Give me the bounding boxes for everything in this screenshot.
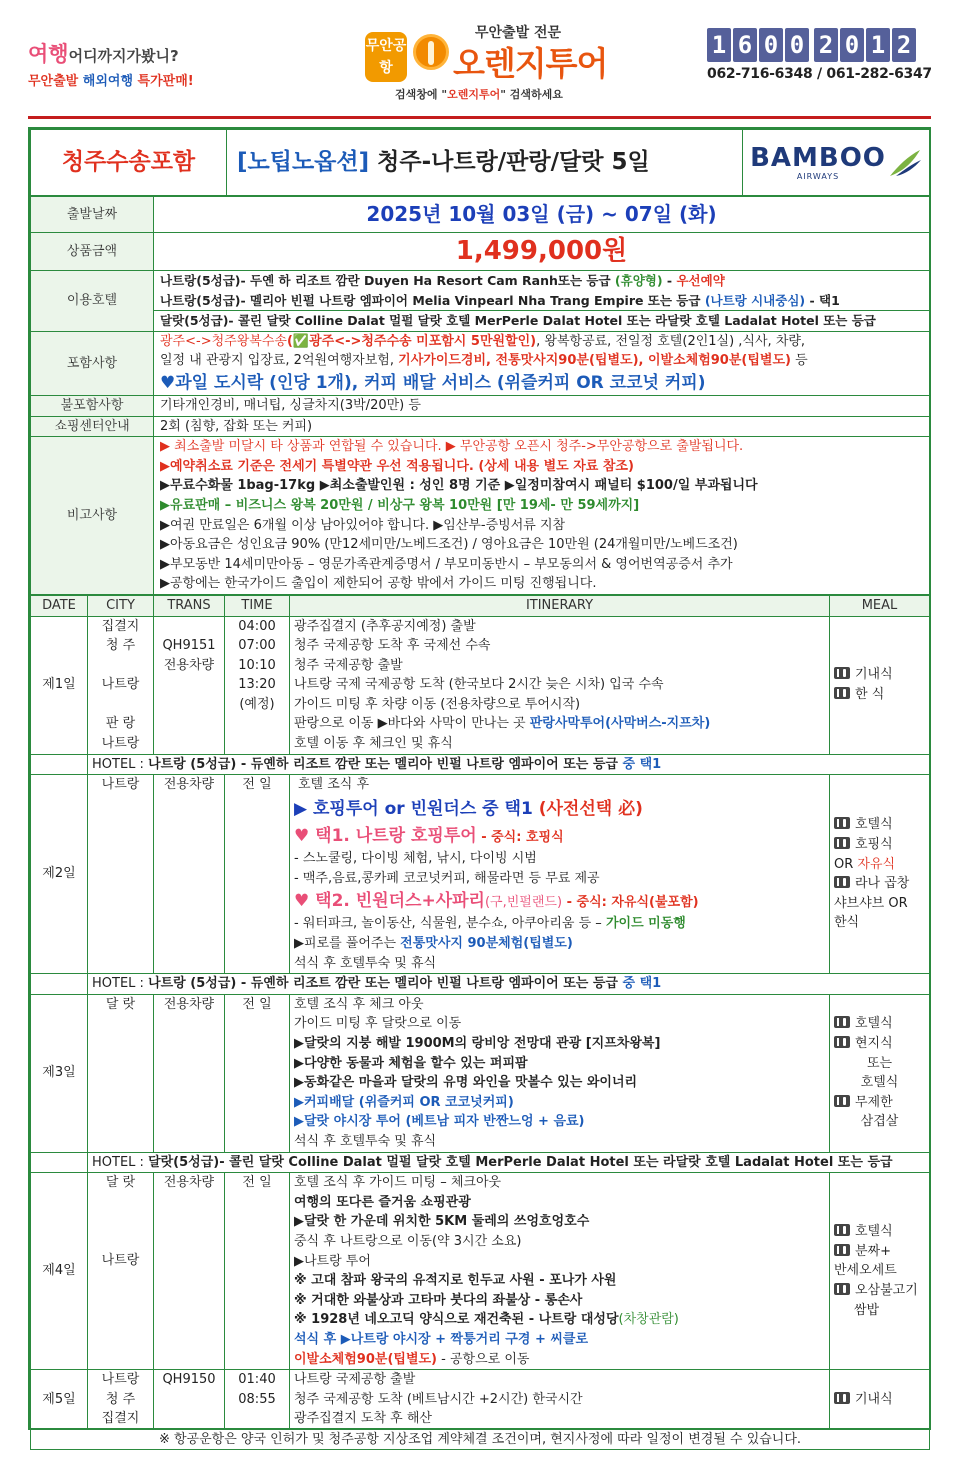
itinerary-table [30, 595, 930, 1451]
brand-logo [365, 20, 615, 105]
airline-logo [743, 130, 930, 196]
slogan2-c: 특가판매! [137, 74, 194, 89]
meal-icon [834, 687, 850, 699]
meal-icon [834, 1392, 850, 1404]
date-label: 출발날짜 [31, 197, 154, 233]
phone-block [707, 28, 932, 82]
search-hint: 검색창에 "오렌지투어" 검색하세요 [395, 88, 563, 101]
day2-meals: 호텔식 호핑식 OR 자유식 라나 곱창 샤브샤브 OR 한식 [830, 775, 930, 974]
day3-row [31, 994, 930, 1152]
orange-icon [413, 34, 449, 70]
day5-row [31, 1370, 930, 1430]
logo-tagline: 무안출발 전문 [475, 25, 562, 41]
product-sheet [28, 127, 931, 1447]
remarks-list: ▶ 최소출발 미달시 타 상품과 연합될 수 있습니다. ▶ 무안공항 오픈시 청주->무안공항으로 출발됩니다. ▶예약취소료 기준은 전세기 특별약관 우선 적용됩니다. (상세 내용 별도 자료 참조) ▶무료수화물 1bag-17kg ▶최소출발인원 : 성인 8명 기준 ▶일정미참여시 패널티 $100/일 부과됩니다 ▶유료판매 – 비즈니스 왕복 20만원 / 비상구 왕복 10만원 [만 19세- 만 59세까지] ▶여권 만료일은 6개월 이상 남아있어야 합니다. ▶임산부-증빙서류 지참 ▶아동요금은 성인요금 90% (만12세미만/노베드조건) / 영아요금은 10만원 (24개월미만/노베드조건) ▶부모동반 14세미만아동 – 영문가족관계증명서 / 부모미동반시 – 부모동의서 & 영어번역공증서 추가 ▶공항에는 한국가이드 출입이 제한되어 공항 밖에서 가이드 미팅 진행됩니다. [154, 437, 930, 595]
itinerary-header: DATE CITY TRANS TIME ITINERARY MEAL [31, 595, 930, 616]
day1-trans: QH9151 전용차량 [154, 616, 225, 754]
date-value: 2025년 10월 03일 (금) ~ 07일 (화) [154, 197, 930, 233]
day5-itinerary: 나트랑 국제공항 출발 청주 국제공항 도착 (베트남시간 +2시간) 한국시간 광주집결지 도착 후 해산 [290, 1370, 830, 1430]
bamboo-leaf-icon [888, 148, 922, 178]
logo-brand: 오렌지투어 [453, 44, 608, 83]
day3-label: 제3일 [31, 994, 88, 1152]
footnote-row [31, 1429, 930, 1450]
meal-icon [834, 837, 850, 849]
airport-badge: 무안공항 [365, 32, 407, 82]
day2-trans: 전용차량 [154, 775, 225, 974]
slogan2-b: 해외여행 [82, 74, 133, 89]
price-value: 1,499,000원 [154, 233, 930, 271]
meal-icon [834, 1283, 850, 1295]
day1-times: 04:00 07:00 10:10 13:20 (예정) [225, 616, 290, 754]
shopping-value: 2회 (침향, 잡화 또는 커피) [154, 416, 930, 437]
meal-icon [834, 817, 850, 829]
hotel-label: 이용호텔 [31, 271, 154, 332]
price-label: 상품금액 [31, 233, 154, 271]
day3-time: 전 일 [225, 994, 290, 1152]
phone-sub: 062-716-6348 / 061-282-6347 [707, 66, 932, 82]
day2-hotel: HOTEL : 나트랑 (5성급) - 듀옌하 리조트 깜란 또는 멜리아 빈펄 나트랑 엠파이어 또는 등급 중 택1 [31, 974, 930, 995]
day2-city: 나트랑 [88, 775, 154, 974]
meal-icon [834, 1036, 850, 1048]
day3-itinerary: 호텔 조식 후 체크 아웃 가이드 미팅 후 달랏으로 이동 ▶달랏의 지붕 해발 1900M의 랑비앙 전망대 관광 [지프차왕복] ▶다양한 동물과 체험을 할수 있는 퍼피팜 ▶동화같은 마을과 달랏의 유명 와인을 맛볼수 있는 와이너리 ▶커피배달 (위즐커피 OR 코코넛커피) ▶달랏 야시장 투어 (베트남 피자 반짠느엉 + 음료) 석식 후 호텔투숙 및 휴식 [290, 994, 830, 1152]
day4-itinerary: 호텔 조식 후 가이드 미팅 – 체크아웃 여행의 또다른 즐거움 쇼핑관광 ▶달랏 한 가운데 위치한 5KM 둘레의 쓰엉흐엉호수 중식 후 나트랑으로 이동(약 3시간 소요) ▶나트랑 투어 ※ 고대 참파 왕국의 유적지로 힌두교 사원 - 포나가 사원 ※ 거대한 와불상과 고타마 붓다의 좌불상 - 롱손사 ※ 1928년 네오고딕 양식으로 재건축된 - 나트랑 대성당(차창관람) 석식 후 ▶나트랑 야시장 + 짝퉁거리 구경 + 씨클로 이발소체험90분(팁별도) - 공항으로 이동 [290, 1173, 830, 1370]
day2-row [31, 775, 930, 974]
day4-meals: 호텔식 분짜+ 반세오세트 오삼불고기 쌈밥 [830, 1173, 930, 1370]
slogan-rest: 어디까지가봤니? [68, 47, 179, 65]
day1-cities: 집결지 청 주 나트랑 판 랑 나트랑 [88, 616, 154, 754]
day3-meals: 호텔식 현지식 또는 호텔식 무제한 삼겹살 [830, 994, 930, 1152]
day5-cities: 나트랑 청 주 집결지 [88, 1370, 154, 1430]
included-list: 광주<->청주왕복수송(✅광주<->청주수송 미포함시 5만원할인), 왕복항공료, 전일정 호텔(2인1실) ,식사, 차량, 일정 내 관광지 입장료, 2억원여행자보험, 기사가이드경비, 전통맛사지90분(팁별도), 이발소체험90분(팁별도) 등 ♥과일 도시락 (인당 1개), 커피 배달 서비스 (위즐커피 OR 코코넛 커피) [154, 331, 930, 395]
info-table [30, 196, 930, 595]
page-header [0, 0, 956, 112]
included-label: 포함사항 [31, 331, 154, 395]
day2-time: 전 일 [225, 775, 290, 974]
slogan [28, 38, 194, 89]
product-title: [노팁노옵션] 청주-나트랑/판랑/달랏 5일 [227, 130, 743, 196]
excluded-label: 불포함사항 [31, 395, 154, 416]
day1-meals: 기내식 한 식 [830, 616, 930, 754]
top-divider [28, 116, 931, 119]
phone-digits: 1 6 0 0 2 0 1 2 [707, 28, 932, 62]
day3-trans: 전용차량 [154, 994, 225, 1152]
day5-times: 01:40 08:55 [225, 1370, 290, 1430]
meal-icon [834, 1016, 850, 1028]
day1-row [31, 616, 930, 754]
day5-meals: 기내식 [830, 1370, 930, 1430]
slogan-big: 여행 [28, 41, 69, 66]
hotel-list: 나트랑(5성급)- 두옌 하 리조트 깜란 Duyen Ha Resort Cam Ranh또는 등급 (휴양형) - 우선예약 나트랑(5성급)- 멜리아 빈펄 나트랑 엠파이어 Melia Vinpearl Nha Trang Empire 또는 등급 (나트랑 시내중심) - 택1 달랏(5성급)- 콜린 달랏 Colline Dalat 멀펄 달랏 호텔 MerPerle Dalat Hotel 또는 라달랏 호텔 Ladalat Hotel 또는 등급 [154, 271, 930, 332]
meal-icon [834, 1244, 850, 1256]
day2-label: 제2일 [31, 775, 88, 974]
meal-icon [834, 1095, 850, 1107]
shopping-label: 쇼핑센터안내 [31, 416, 154, 437]
day4-row [31, 1173, 930, 1370]
day4-time: 전 일 [225, 1173, 290, 1370]
day3-hotel: HOTEL : 달랏(5성급)- 콜린 달랏 Colline Dalat 멀펄 달랏 호텔 MerPerle Dalat Hotel 또는 라달랏 호텔 Ladalat Hotel 또는 등급 [31, 1152, 930, 1173]
footnote: ※ 항공운항은 양국 인허가 및 청주공항 지상조업 계약체결 조건이며, 현지사정에 따라 일정이 변경될 수 있습니다. [31, 1429, 930, 1450]
day5-label: 제5일 [31, 1370, 88, 1430]
day3-city: 달 랏 [88, 994, 154, 1152]
meal-icon [834, 667, 850, 679]
day2-itinerary: 호텔 조식 후 ▶ 호핑투어 or 빈원더스 중 택1 (사전선택 必) ♥ 택1. 나트랑 호핑투어 - 중식: 호핑식 - 스노쿨링, 다이빙 체험, 낚시, 다이빙 시범 - 맥주,음료,콩카페 코코넛커피, 해물라면 등 무료 제공 ♥ 택2. 빈원더스+사파리(구,빈펄랜드) - 중식: 자유식(불포함) - 워터파크, 놀이동산, 식물원, 분수쇼, 아쿠아리움 등 – 가이드 미동행 ▶피로를 풀어주는 전통맛사지 90분체험(팁별도) 석식 후 호텔투숙 및 휴식 [290, 775, 830, 974]
airline-sub: AIRWAYS [796, 171, 840, 181]
excluded-value: 기타개인경비, 매너팁, 싱글차지(3박/20만) 등 [154, 395, 930, 416]
day1-itinerary: 광주집결지 (추후공지예정) 출발 청주 국제공항 도착 후 국제선 수속 청주 국제공항 출발 나트랑 국제 국제공항 도착 (한국보다 2시간 늦은 시차) 입국 수속 가이드 미팅 후 차량 이동 (전용차량으로 투어시작) 판랑으로 이동 ▶바다와 사막이 만나는 곳 판랑사막투어(사막버스-지프차) 호텔 이동 후 체크인 및 휴식 [290, 616, 830, 754]
airline-name: BAMBOO [750, 142, 886, 173]
tag-label: 청주수송포함 [31, 130, 227, 196]
day5-trans: QH9150 [154, 1370, 225, 1430]
meal-icon [834, 876, 850, 888]
title-table [30, 129, 930, 196]
day1-label: 제1일 [31, 616, 88, 754]
day4-label: 제4일 [31, 1173, 88, 1370]
day4-cities: 달 랏 나트랑 [88, 1173, 154, 1370]
slogan2-a: 무안출발 [28, 74, 79, 89]
meal-icon [834, 1224, 850, 1236]
day1-hotel: HOTEL : 나트랑 (5성급) - 듀옌하 리조트 깜란 또는 멜리아 빈펄 나트랑 엠파이어 또는 등급 중 택1 [31, 754, 930, 775]
day4-trans: 전용차량 [154, 1173, 225, 1370]
remarks-label: 비고사항 [31, 437, 154, 595]
